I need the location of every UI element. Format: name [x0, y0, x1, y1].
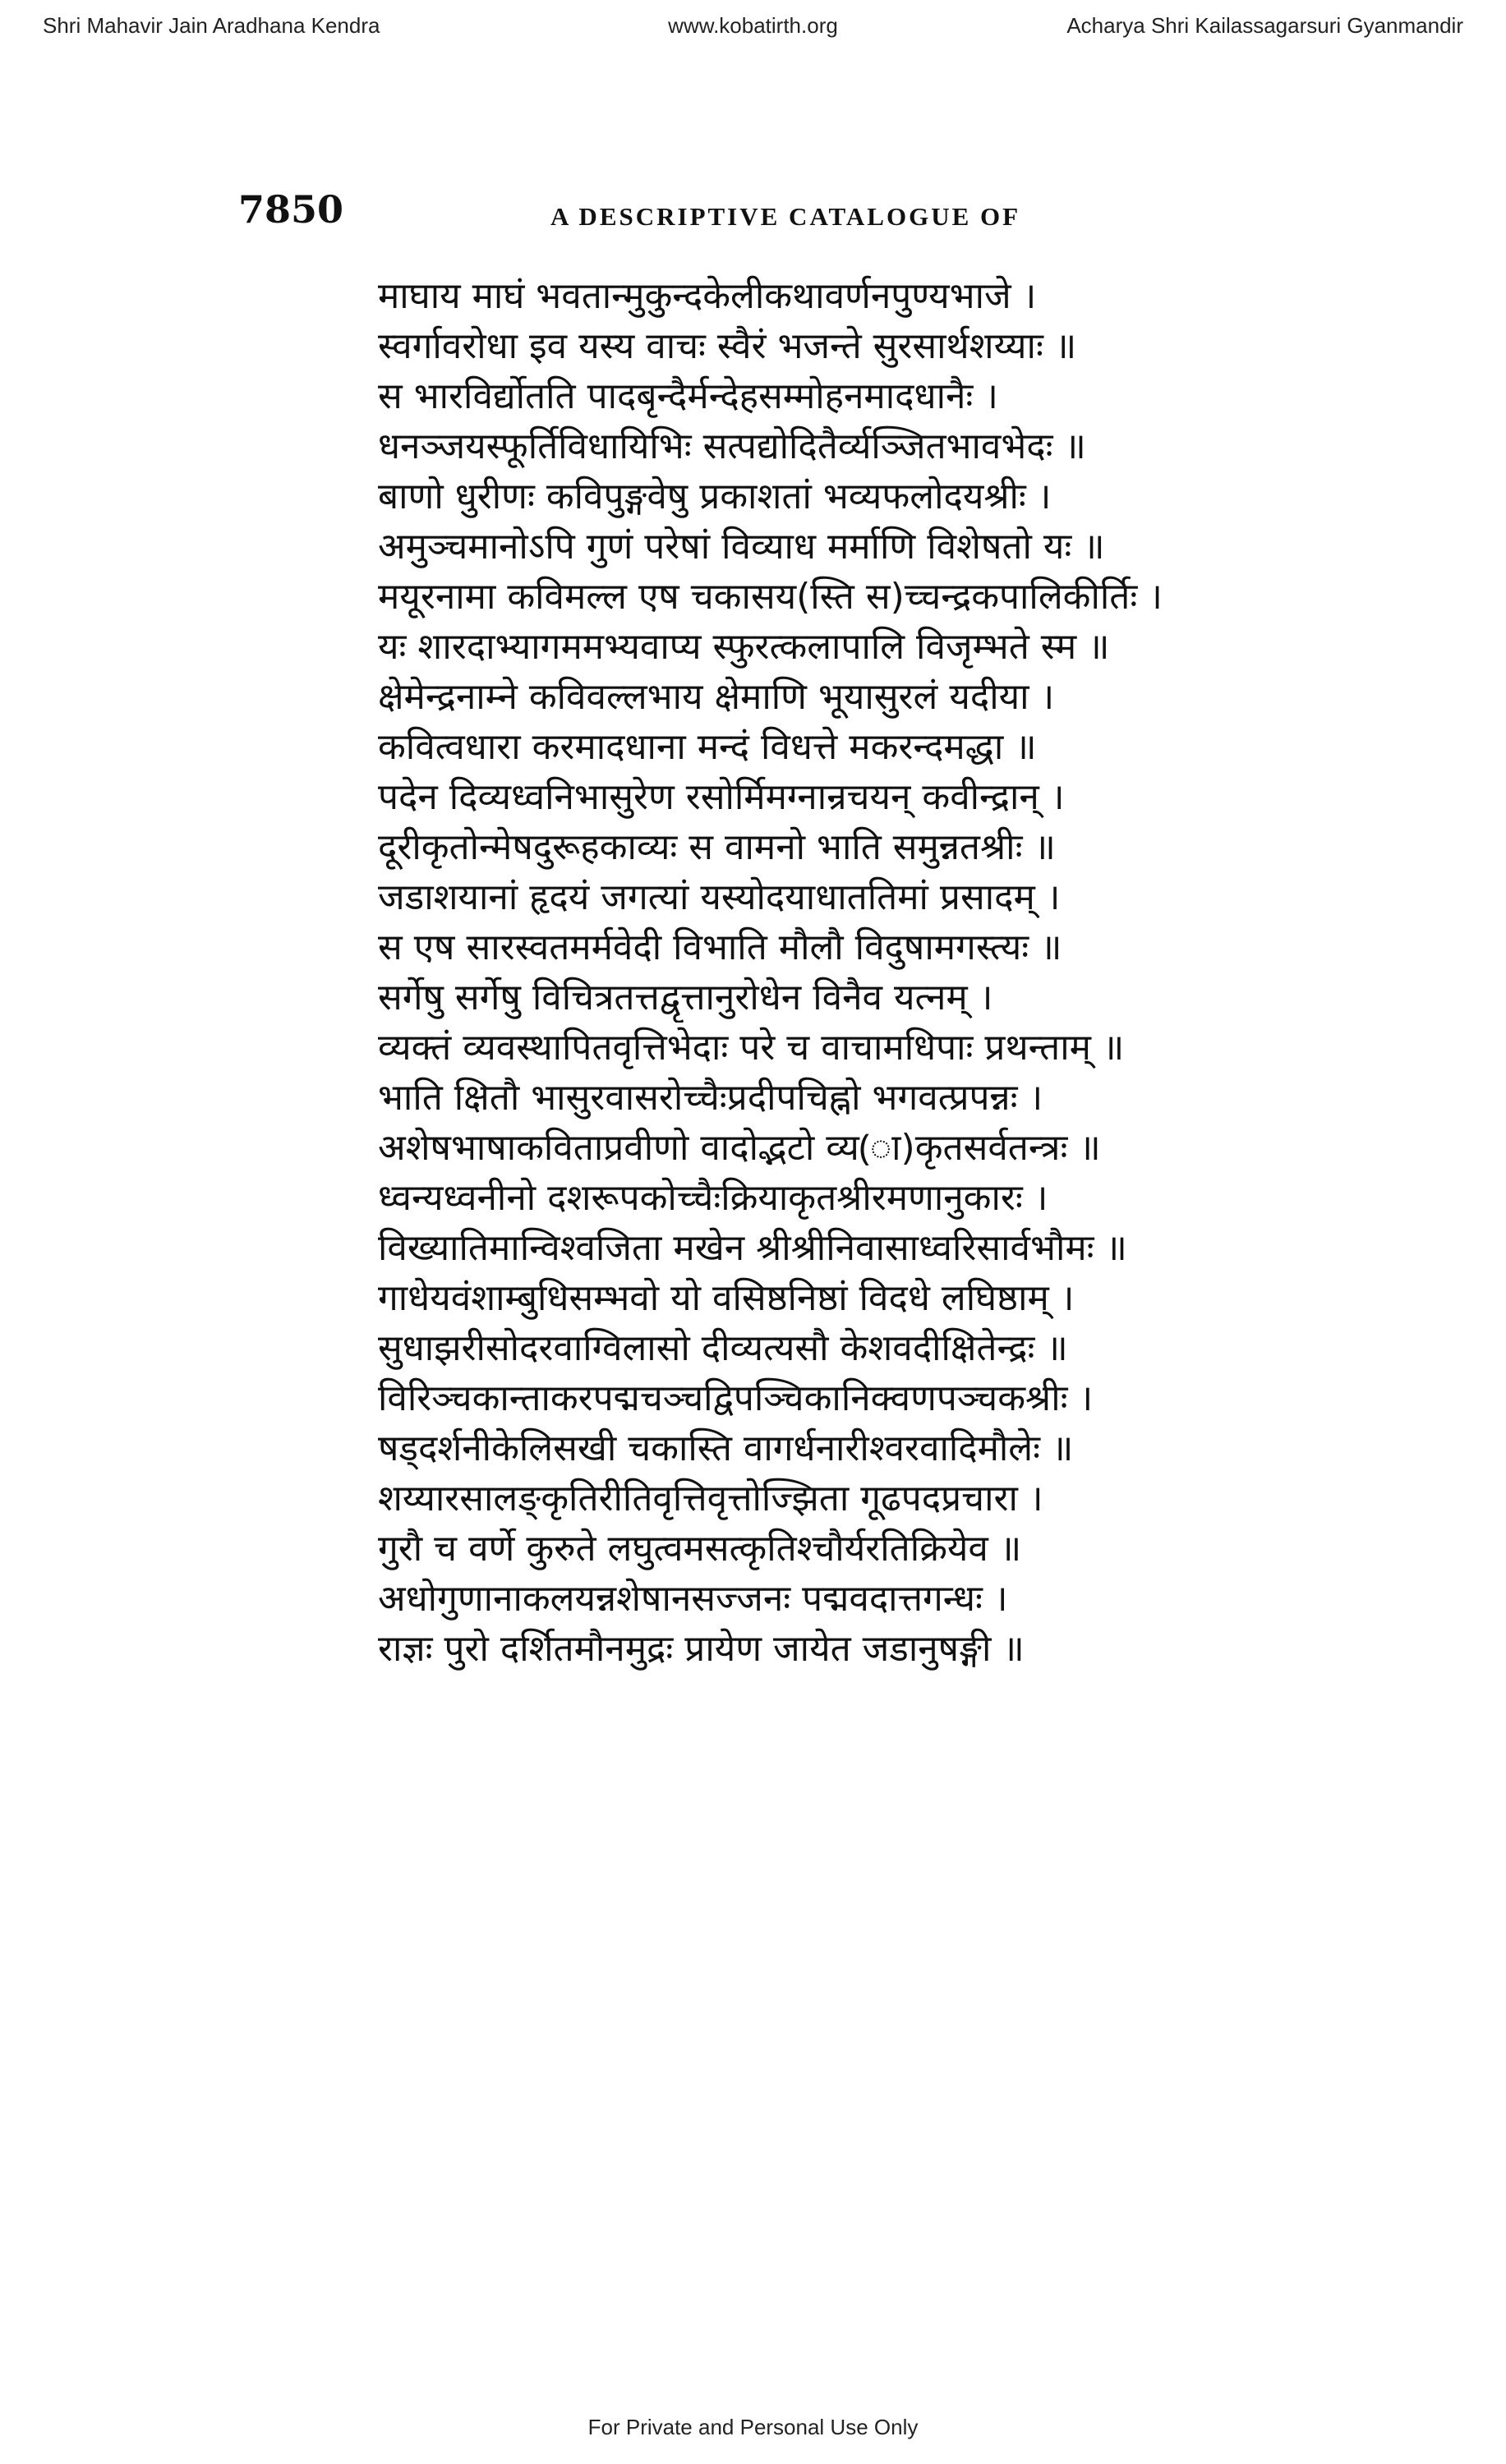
verse-line: स भारविर्द्योतति पादबृन्दैर्मन्देहसम्मोहनमादधानैः । [378, 375, 998, 417]
verse-line: व्यक्तं व्यवस्थापितवृत्तिभेदाः परे च वाचामधिपाः प्रथन्ताम् ॥ [378, 1027, 1125, 1069]
running-title: A DESCRIPTIVE CATALOGUE OF [550, 202, 1021, 231]
verse-line: धनञ्जयस्फूर्तिविधायिभिः सत्पद्योदितैर्व्यञ्जितभावभेदः ॥ [378, 425, 1086, 467]
verse-line: विख्यातिमान्विश्वजिता मखेन श्रीश्रीनिवासाध्वरिसार्वभौमः ॥ [378, 1227, 1127, 1269]
header-right-text: Acharya Shri Kailassagarsuri Gyanmandir [1066, 13, 1463, 38]
verse-line: यः शारदाभ्यागममभ्यवाप्य स्फुरत्कलापालि विजृम्भते स्म ॥ [378, 626, 1110, 668]
verse-line: अमुञ्चमानोऽपि गुणं परेषां विव्याध मर्माणि विशेषतो यः ॥ [378, 526, 1105, 568]
verse-line: स एष सारस्वतमर्मवेदी विभाति मौलौ विदुषामगस्त्यः ॥ [378, 926, 1062, 968]
verse-line: पदेन दिव्यध्वनिभासुरेण रसोर्मिमग्नान्रचयन् कवीन्द्रान् । [378, 776, 1065, 818]
verse-line: बाणो धुरीणः कविपुङ्गवेषु प्रकाशतां भव्यफलोदयश्रीः । [378, 476, 1052, 517]
verse-line: विरिञ्चकान्ताकरपद्मचञ्चद्विपञ्चिकानिक्वणपञ्चकश्रीः । [378, 1377, 1094, 1419]
footer-note: For Private and Personal Use Only [587, 2415, 919, 2439]
verse-line: षड्दर्शनीकेलिसखी चकास्ति वागर्धनारीश्वरवादिमौलेः ॥ [378, 1427, 1074, 1469]
verse-line: शय्यारसालङ्कृतिरीतिवृत्तिवृत्तोज्झिता गूढपदप्रचारा । [378, 1478, 1043, 1519]
page-header [0, 13, 1506, 46]
verse-line: राज्ञः पुरो दर्शितमौनमुद्रः प्रायेण जायेत जडानुषङ्गी ॥ [378, 1628, 1025, 1670]
verse-line: स्वर्गावरोधा इव यस्य वाचः स्वैरं भजन्ते सुरसार्थशय्याः ॥ [378, 325, 1077, 367]
verse-list [378, 271, 1306, 1674]
header-left-text: Shri Mahavir Jain Aradhana Kendra [43, 13, 380, 38]
page-number: 7850 [238, 187, 344, 232]
verse-line: भाति क्षितौ भासुरवासरोच्चैःप्रदीपचिह्नो भगवत्प्रपन्नः । [378, 1077, 1043, 1119]
verse-line: क्षेमेन्द्रनाम्ने कविवल्लभाय क्षेमाणि भूयासुरलं यदीया । [378, 676, 1055, 718]
verse-line: मयूरनामा कविमल्ल एष चकासय(स्ति स)च्चन्द्रकपालिकीर्तिः । [378, 576, 1163, 618]
verse-line: अधोगुणानाकलयन्नशेषानसज्जनः पद्मवदात्तगन्धः । [378, 1578, 1008, 1620]
verse-line: जडाशयानां हृदयं जगत्यां यस्योदयाधाततिमां प्रसादम् । [378, 876, 1061, 918]
verse-line: सुधाझरीसोदरवाग्विलासो दीव्यत्यसौ केशवदीक्षितेन्द्रः ॥ [378, 1327, 1068, 1369]
verse-line: अशेषभाषाकविताप्रवीणो वादोद्भटो व्य(ा)कृतसर्वतन्त्रः ॥ [378, 1127, 1101, 1169]
verse-line: गुरौ च वर्णे कुरुते लघुत्वमसत्कृतिश्चौर्यरतिक्रियेव ॥ [378, 1528, 1022, 1570]
verse-line: सर्गेषु सर्गेषु विचित्रतत्तद्वृत्तानुरोधेन विनैव यत्नम् । [378, 977, 993, 1018]
verse-line: गाधेयवंशाम्बुधिसम्भवो यो वसिष्ठनिष्ठां विदधे लघिष्ठाम् । [378, 1277, 1075, 1319]
verse-line: माघाय माघं भवतान्मुकुन्दकेलीकथावर्णनपुण्यभाजे । [378, 275, 1037, 317]
header-center-url: www.kobatirth.org [668, 13, 838, 38]
verse-line: दूरीकृतोन्मेषदुरूहकाव्यः स वामनो भाति समुन्नतश्रीः ॥ [378, 826, 1056, 868]
verse-line: ध्वन्यध्वनीनो दशरूपकोच्चैःक्रियाकृतश्रीरमणानुकारः । [378, 1177, 1048, 1219]
verse-line: कवित्वधारा करमादधाना मन्दं विधत्ते मकरन्दमद्धा ॥ [378, 726, 1037, 768]
